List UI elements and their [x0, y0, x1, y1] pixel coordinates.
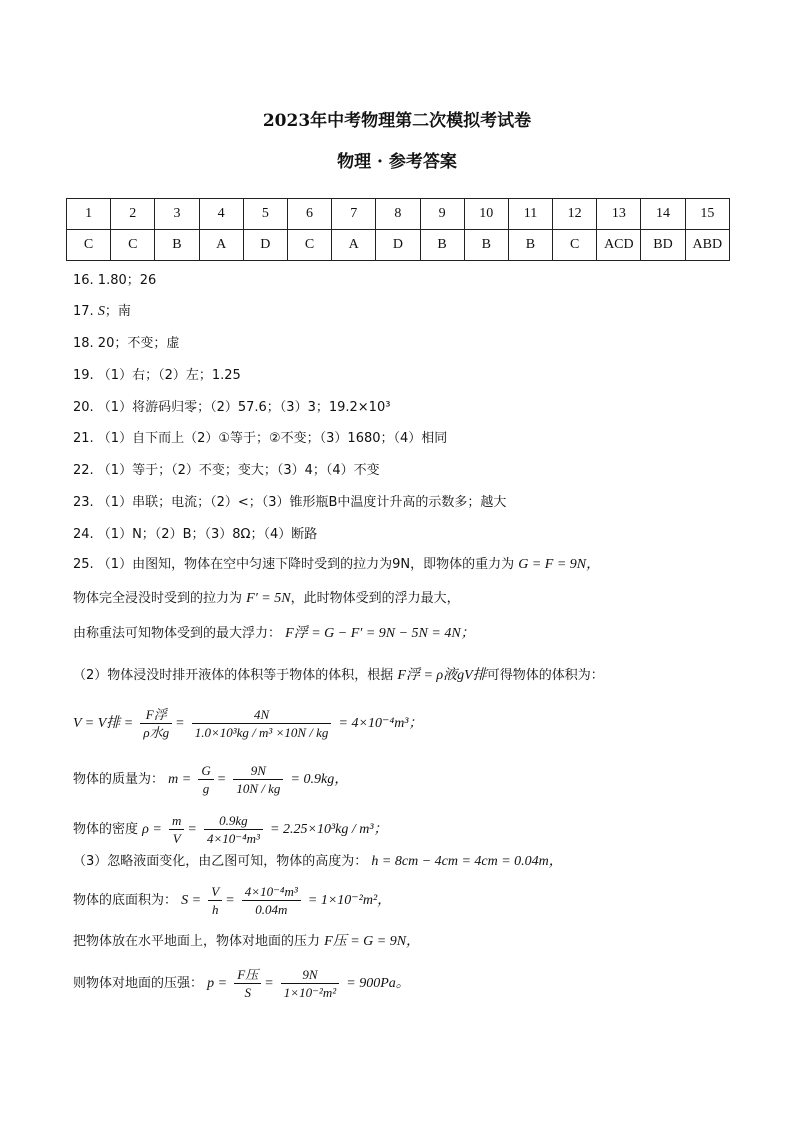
q25-l5-fraction-2 [192, 706, 332, 741]
answer-cell: BD [641, 230, 685, 261]
q25-line-9: 物体的底面积为： S = $\frac{V}{h}$ = $\frac{\text{4×10⁻⁴m³}}{0.04m}$ = 1×10⁻²m²， [73, 884, 392, 917]
fraction-numerator: 4×10⁻⁴m³ [242, 883, 301, 901]
fraction-numerator: m [169, 812, 184, 830]
fraction-denominator: S [244, 985, 251, 1000]
answer-q20: 20. （1）将游码归零；（2）57.6；（3）3；19.2×10³ [73, 400, 391, 415]
exam-title: 2023年中考物理第二次模拟考试卷 [262, 111, 532, 131]
answer-cell: D [376, 230, 420, 261]
q25-l11-text: 则物体对地面的压强： [73, 976, 204, 991]
q25-l9-result: = 1×10⁻²m²， [307, 893, 392, 908]
fraction-denominator: h [211, 902, 219, 917]
answer-cell: A [332, 230, 376, 261]
q25-l3-equation: F浮 = G − F′ = 9N − 5N = 4N； [285, 626, 475, 641]
q25-l11-result: = 900Pa。 [346, 976, 410, 991]
answer-q18: 18. 20；不变；虚 [73, 336, 180, 351]
q25-l7-fraction-1 [169, 812, 184, 847]
q25-l8-text: （3）忽略液面变化，由乙图可知，物体的高度为： [73, 854, 368, 869]
answer-cell: B [508, 230, 552, 261]
q25-l6-result: = 0.9kg， [290, 772, 349, 787]
question-number: 4 [199, 199, 243, 230]
q25-l4-text: （2）物体浸没时排开液体的体积等于物体的体积，根据 [73, 668, 394, 683]
q25-l6-left: m = [168, 772, 192, 787]
q17-variable: S [97, 304, 105, 319]
fraction-denominator: V [172, 831, 181, 846]
answer-cell: C [553, 230, 597, 261]
q25-l11-left: p = [207, 976, 228, 991]
answer-cell: ACD [597, 230, 641, 261]
fraction-denominator: 1×10⁻²m² [283, 985, 337, 1000]
q25-l4-rest: 可得物体的体积为： [486, 668, 604, 683]
fraction-numerator: F压 [234, 966, 261, 984]
q25-l1-text: 25. （1）由图知，物体在空中匀速下降时受到的拉力为9N，即物体的重力为 [73, 557, 515, 572]
q25-l2-equation: F′ = 5N [246, 591, 291, 606]
q25-l6-fraction-1 [198, 762, 213, 797]
answer-q21: 21. （1）自下而上（2）①等于；②不变；（3）1680；（4）相同 [73, 431, 448, 446]
q25-l11-fraction-1 [234, 966, 261, 1001]
answer-q17 [73, 302, 131, 322]
fraction-denominator: g [202, 781, 210, 796]
q25-line-10 [73, 932, 420, 952]
q25-l10-equation: F压 = G = 9N， [324, 934, 421, 949]
question-number: 7 [332, 199, 376, 230]
question-number: 15 [685, 199, 729, 230]
question-number: 1 [67, 199, 111, 230]
answer-cell: C [287, 230, 331, 261]
q25-l9-fraction-2 [242, 883, 301, 918]
fraction-numerator: 9N [281, 966, 339, 984]
q17-number: 17. [73, 304, 94, 319]
q25-l9-fraction-1 [208, 883, 222, 918]
fraction-denominator: 4×10⁻⁴m³ [206, 831, 260, 846]
fraction-numerator: 9N [233, 762, 283, 780]
answer-cell: B [464, 230, 508, 261]
fraction-numerator: F浮 [140, 706, 172, 724]
q25-l6-text: 物体的质量为： [73, 772, 165, 787]
q25-l7-text: 物体的密度 [73, 822, 139, 837]
fraction-numerator: 0.9kg [204, 812, 263, 830]
q25-l7-fraction-2 [204, 812, 263, 847]
question-number: 10 [464, 199, 508, 230]
q25-l3-text: 由称重法可知物体受到的最大浮力： [73, 626, 282, 641]
q25-l7-left: ρ = [142, 822, 162, 837]
answer-cell: ABD [685, 230, 729, 261]
q25-line-7: 物体的密度 ρ = $\frac{m}{V}$ = $\frac{0.9kg}{\text{4×10⁻⁴m³}}$ = 2.25×10³kg / m³； [73, 813, 388, 846]
question-number: 14 [641, 199, 685, 230]
answer-q19: 19. （1）右；（2）左；1.25 [73, 368, 241, 383]
question-number: 12 [553, 199, 597, 230]
q25-l5-fraction-1 [140, 706, 172, 741]
q25-line-2 [73, 589, 460, 609]
question-number: 13 [597, 199, 641, 230]
answer-cell: C [67, 230, 111, 261]
q25-line-8 [73, 852, 563, 872]
q25-l6-fraction-2 [233, 762, 283, 797]
answer-cell: D [243, 230, 287, 261]
q25-l10-text: 把物体放在水平地面上，物体对地面的压力 [73, 934, 321, 949]
q25-l9-left: S = [181, 893, 202, 908]
q25-l1-equation: G = F = 9N， [518, 557, 601, 572]
question-number: 5 [243, 199, 287, 230]
q25-l7-result: = 2.25×10³kg / m³； [270, 822, 388, 837]
fraction-denominator: ρ水g [143, 725, 170, 740]
answer-cell: B [155, 230, 199, 261]
q17-rest: ；南 [104, 304, 131, 319]
answer-q23: 23. （1）串联；电流；（2）<；（3）锥形瓶B中温度计升高的示数多；越大 [73, 495, 507, 510]
q25-line-1 [73, 555, 600, 575]
answer-table [66, 198, 730, 261]
answer-cell: C [111, 230, 155, 261]
question-number: 2 [111, 199, 155, 230]
fraction-denominator: 1.0×10³kg / m³ ×10N / kg [194, 725, 329, 740]
fraction-numerator: G [198, 762, 213, 780]
question-number: 3 [155, 199, 199, 230]
q25-line-5: V = V排 = $\frac{\text{F浮}}{\text{ρ水g}}$ = $\frac{4N}{\text{1.0×10³kg / m³ ×10N / kg}}$ = 4×10⁻⁴m³； [73, 707, 423, 740]
q25-l5-left: V = V排 = [73, 716, 134, 731]
q25-l4-equation: F浮 = ρ液gV排 [397, 668, 487, 683]
fraction-numerator: 4N [192, 706, 332, 724]
fraction-denominator: 10N / kg [236, 781, 281, 796]
q25-l11-fraction-2 [281, 966, 339, 1001]
answer-row [67, 230, 730, 261]
question-number-row [67, 199, 730, 230]
answer-key-subtitle: 物理 · 参考答案 [337, 152, 457, 172]
answer-q16: 16. 1.80；26 [73, 273, 157, 288]
q25-l5-result: = 4×10⁻⁴m³； [338, 716, 423, 731]
answer-cell: A [199, 230, 243, 261]
question-number: 8 [376, 199, 420, 230]
q25-line-11: 则物体对地面的压强： p = $\frac{\text{F压}}{S}$ = $\frac{9N}{\text{1×10⁻²m²}}$ = 900Pa。 [73, 967, 410, 1000]
answer-q22: 22. （1）等于；（2）不变；变大；（3）4；（4）不变 [73, 463, 380, 478]
q25-line-3 [73, 624, 475, 644]
question-number: 9 [420, 199, 464, 230]
q25-l9-text: 物体的底面积为： [73, 893, 178, 908]
question-number: 11 [508, 199, 552, 230]
q25-l8-equation: h = 8cm − 4cm = 4cm = 0.04m， [371, 854, 563, 869]
answer-cell: B [420, 230, 464, 261]
q25-l2-text: 物体完全浸没时受到的拉力为 [73, 591, 243, 606]
fraction-denominator: 0.04m [255, 902, 288, 917]
fraction-numerator: V [208, 883, 222, 901]
q25-line-4 [73, 666, 604, 686]
question-number: 6 [287, 199, 331, 230]
q25-line-6: 物体的质量为： m = $\frac{G}{g}$ = $\frac{9N}{10N / kg}$ = 0.9kg， [73, 763, 349, 796]
q25-l2-rest: ，此时物体受到的浮力最大， [290, 591, 460, 606]
answer-q24: 24. （1）N；（2）B；（3）8Ω；（4）断路 [73, 527, 318, 542]
